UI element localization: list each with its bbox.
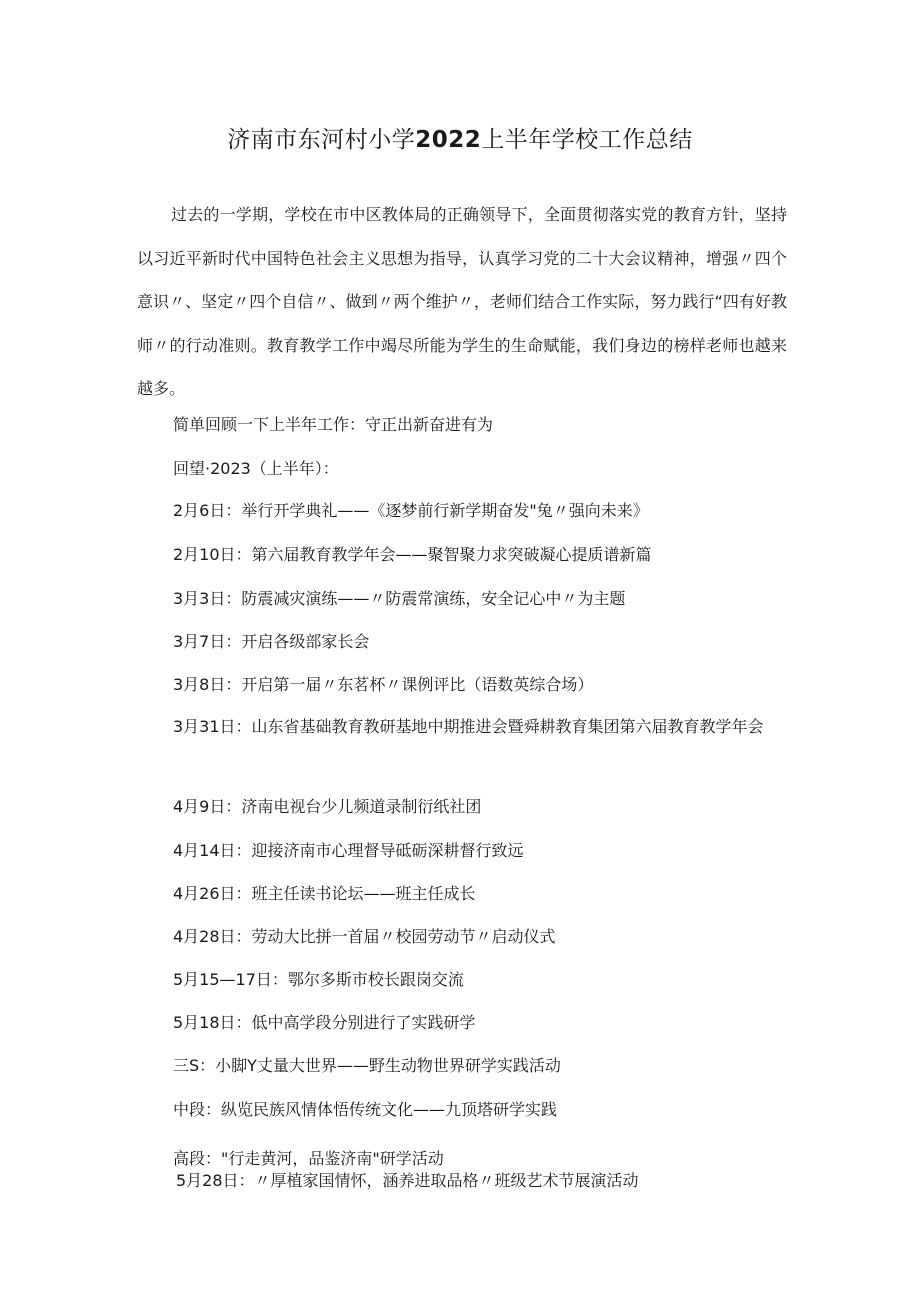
event-item: 5月18日：低中高学段分别进行了实践研学 [173, 1013, 476, 1032]
event-item: 3月31日：山东省基础教育教研基地中期推进会暨舜耕教育集团第六届教育教学年会 [173, 717, 764, 736]
title-year: 2022 [415, 127, 482, 153]
review-heading: 简单回顾一下上半年工作：守正出新奋进有为 [173, 415, 494, 434]
document-title [0, 124, 920, 156]
event-item: 4月9日：济南电视台少儿频道录制衍纸社团 [173, 797, 482, 816]
event-item: 3月7日：开启各级部家长会 [173, 632, 370, 651]
event-item: 5月15—17日：鄂尔多斯市校长跟岗交流 [173, 970, 464, 989]
event-item: 中段：纵览民族风情体悟传统文化——九顶塔研学实践 [173, 1100, 558, 1119]
event-item: 4月14日：迎接济南市心理督导砥砺深耕督行致远 [173, 841, 524, 860]
event-item: 三S：小脚Y丈量大世界——野生动物世界研学实践活动 [173, 1056, 561, 1075]
review-label: 回望·2023（上半年）： [173, 459, 339, 478]
event-item: 高段："行走黄河，品鉴济南"研学活动 [173, 1149, 444, 1168]
event-item: 4月28日：劳动大比拼一首届〃校园劳动节〃启动仪式 [173, 927, 556, 946]
title-part-1: 济南市东河村小学 [227, 127, 416, 153]
event-item: 5月28日：〃厚植家国情怀，涵养进取品格〃班级艺术节展演活动 [176, 1171, 639, 1190]
title-part-2: 上半年学校工作总结 [481, 127, 693, 153]
event-item: 2月6日：举行开学典礼——《逐梦前行新学期奋发"兔〃强向未来》 [173, 501, 649, 520]
event-item: 3月8日：开启第一届〃东茗杯〃课例评比（语数英综合场） [173, 675, 594, 694]
event-item: 3月3日：防震减灾演练——〃防震常演练，安全记心中〃为主题 [173, 589, 626, 608]
event-item: 2月10日：第六届教育教学年会——聚智聚力求突破凝心提质谱新篇 [173, 545, 652, 564]
intro-paragraph: 过去的一学期，学校在市中区教体局的正确领导下，全面贯彻落实党的教育方针，坚持以习近平新时代中国特色社会主义思想为指导，认真学习党的二十大会议精神，增强〃四个意识〃、坚定〃四个自信〃、做到〃两个维护〃，老师们结合工作实际，努力践行“四有好教师〃的行动准则。教育教学工作中竭尽所能为学生的生命赋能，我们身边的榜样老师也越来越多。 [137, 205, 787, 398]
event-item: 4月26日：班主任读书论坛——班主任成长 [173, 884, 476, 903]
